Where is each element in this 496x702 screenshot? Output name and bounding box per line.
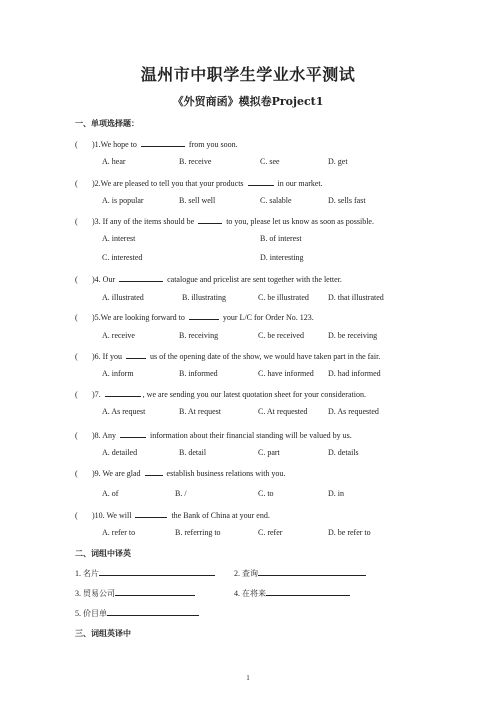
answer-line[interactable] [266, 587, 350, 596]
question-5: ( )5.We are looking forward to your L/C for Order No. 123. [75, 313, 314, 322]
answer-blank[interactable] [119, 273, 163, 282]
option-b[interactable]: B. receiving [179, 331, 219, 340]
fill-item-3: 3. 贸易公司 [75, 587, 195, 599]
option-a[interactable]: A. interest [102, 234, 136, 243]
answer-blank[interactable] [141, 138, 185, 147]
option-c[interactable]: C. be illustrated [258, 293, 309, 302]
section-heading-english-to-chinese: 三、词组英译中 [75, 629, 131, 638]
question-4: ( )4. Our catalogue and pricelist are sent together with the letter. [75, 275, 342, 284]
option-a[interactable]: A. of [102, 489, 119, 498]
option-d[interactable]: D. interesting [260, 253, 304, 262]
option-d[interactable]: D. had informed [328, 369, 381, 378]
option-c[interactable]: C. see [260, 157, 280, 166]
option-c[interactable]: C. be received [258, 331, 304, 340]
option-d[interactable]: D. in [328, 489, 344, 498]
option-a[interactable]: A. inform [102, 369, 134, 378]
answer-line[interactable] [115, 587, 195, 596]
answer-blank[interactable] [120, 429, 146, 438]
question-7: ( )7. , we are sending you our latest quotation sheet for your consideration. [75, 390, 366, 399]
question-9: ( )9. We are glad establish business relations with you. [75, 469, 286, 478]
answer-blank[interactable] [126, 350, 146, 359]
option-d[interactable]: D. sells fast [328, 196, 366, 205]
option-d[interactable]: D. details [328, 448, 359, 457]
question-3: ( )3. If any of the items should be to you, please let us know as soon as possible. [75, 217, 374, 226]
answer-blank[interactable] [198, 215, 222, 224]
option-b[interactable]: B. / [175, 489, 187, 498]
question-1: ( )1.We hope to from you soon. [75, 140, 238, 149]
option-a[interactable]: A. is popular [102, 196, 144, 205]
option-c[interactable]: C. to [258, 489, 274, 498]
option-b[interactable]: B. illustrating [182, 293, 226, 302]
option-c[interactable]: C. part [258, 448, 280, 457]
answer-blank[interactable] [189, 311, 219, 320]
answer-blank[interactable] [135, 509, 167, 518]
page-number: 1 [246, 674, 250, 682]
option-b[interactable]: B. sell well [179, 196, 216, 205]
option-a[interactable]: A. hear [102, 157, 126, 166]
option-a[interactable]: A. receive [102, 331, 135, 340]
option-a[interactable]: A. illustrated [102, 293, 144, 302]
question-2: ( )2.We are pleased to tell you that your products in our market. [75, 179, 323, 188]
page-subtitle: 《外贸商函》模拟卷Project1 [172, 95, 324, 108]
question-10: ( )10. We will the Bank of China at your end. [75, 511, 270, 520]
option-c[interactable]: C. have informed [258, 369, 314, 378]
option-a[interactable]: A. As request [102, 407, 146, 416]
option-b[interactable]: B. receive [179, 157, 212, 166]
option-d[interactable]: D. get [328, 157, 348, 166]
option-d[interactable]: D. that illustrated [328, 293, 384, 302]
option-c[interactable]: C. interested [102, 253, 143, 262]
option-b[interactable]: B. informed [179, 369, 218, 378]
answer-blank[interactable] [105, 388, 141, 397]
answer-line[interactable] [107, 607, 199, 616]
question-6: ( )6. If you us of the opening date of the show, we would have taken part in the fair. [75, 352, 381, 361]
section-heading-chinese-to-english: 二、词组中译英 [75, 549, 131, 558]
answer-blank[interactable] [145, 467, 163, 476]
answer-blank[interactable] [248, 177, 274, 186]
answer-line[interactable] [99, 567, 215, 576]
fill-item-4: 4. 在将来 [234, 587, 350, 599]
question-8: ( )8. Any information about their financial standing will be valued by us. [75, 431, 352, 440]
option-c[interactable]: C. refer [258, 528, 283, 537]
option-c[interactable]: C. At requested [258, 407, 308, 416]
section-heading-multiple-choice: 一、单项选择题： [75, 119, 139, 128]
option-b[interactable]: B. of interest [260, 234, 302, 243]
fill-item-5: 5. 价目单 [75, 607, 199, 619]
option-a[interactable]: A. refer to [102, 528, 136, 537]
fill-item-1: 1. 名片 [75, 567, 215, 579]
option-b[interactable]: B. referring to [175, 528, 221, 537]
option-d[interactable]: D. be receiving [328, 331, 378, 340]
option-c[interactable]: C. salable [260, 196, 292, 205]
option-b[interactable]: B. detail [179, 448, 207, 457]
option-a[interactable]: A. detailed [102, 448, 138, 457]
fill-item-2: 2. 查询 [234, 567, 366, 579]
option-b[interactable]: B. At request [179, 407, 221, 416]
option-d[interactable]: D. As requested [328, 407, 379, 416]
page-title: 温州市中职学生学业水平测试 [140, 65, 356, 84]
option-d[interactable]: D. be refer to [328, 528, 371, 537]
answer-line[interactable] [258, 567, 366, 576]
